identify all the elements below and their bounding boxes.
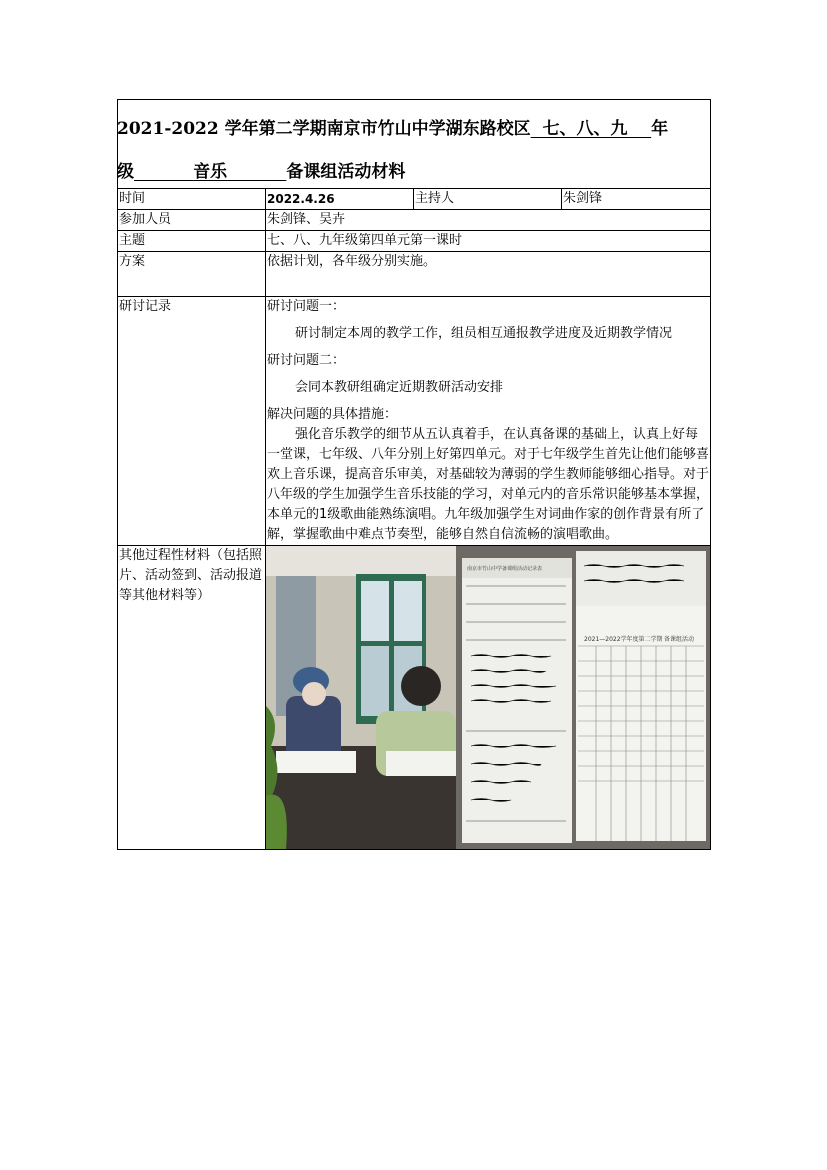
title-prefix: 2021-2022 学年第二学期南京市竹山中学湖东路校区	[117, 119, 531, 139]
time-row	[118, 189, 711, 210]
photo-cell	[266, 546, 711, 850]
other-label: 其他过程性材料（包括照片、活动签到、活动报道等其他材料等）	[118, 546, 266, 850]
q2-title: 研讨问题二：	[267, 353, 346, 368]
participants-label: 参加人员	[118, 210, 266, 231]
time-value: 2022.4.26	[266, 189, 414, 210]
topic-row	[118, 231, 711, 252]
activity-table	[117, 99, 711, 850]
title-row	[118, 100, 711, 189]
plan-value: 依据计划，各年级分别实施。	[266, 252, 711, 297]
activity-form	[117, 99, 710, 850]
host-label: 主持人	[414, 189, 562, 210]
measures-title: 解决问题的具体措施：	[267, 407, 398, 422]
record-content	[266, 297, 711, 546]
record-label: 研讨记录	[118, 297, 266, 546]
activity-photos	[266, 546, 710, 849]
other-row	[118, 546, 711, 850]
title-cell	[118, 100, 711, 189]
title-grade-char: 级	[117, 162, 134, 182]
plan-label: 方案	[118, 252, 266, 297]
topic-label: 主题	[118, 231, 266, 252]
participants-row	[118, 210, 711, 231]
q1-title: 研讨问题一：	[267, 299, 346, 314]
sheet-title-text: 2021—2022学年度第二学期	[584, 636, 663, 643]
meeting-photo	[266, 546, 456, 849]
time-label: 时间	[118, 189, 266, 210]
plan-row	[118, 252, 711, 297]
q1-text: 研讨制定本周的教学工作，组员相互通报教学进度及近期教学情况	[295, 326, 673, 341]
sheet-title-text-2: 备课组活动	[664, 636, 695, 643]
host-value: 朱剑锋	[562, 189, 711, 210]
record-row	[118, 297, 711, 546]
record-sheet-title-text: 南京市竹山中学备课组活动记录表	[467, 566, 543, 572]
participants-value: 朱剑锋、吴卉	[266, 210, 711, 231]
title-grades: 七、八、九	[542, 119, 628, 139]
topic-value: 七、八、九年级第四单元第一课时	[266, 231, 711, 252]
sign-in-sheet-photo	[456, 546, 710, 849]
measures-text: 强化音乐教学的细节从五认真着手，在认真备课的基础上，认真上好每一堂课，七年级、八年分别上好第四单元。对于七年级学生首先让他们能够喜欢上音乐课，提高音乐审美，对基础较为薄弱的学生教师能够细心指导。对于八年级的学生加强学生音乐技能的学习，对单元内的音乐常识能够基本掌握，本单元的1级歌曲能熟练演唱。九年级加强学生对词曲作家的创作背景有所了解，掌握歌曲中难点节奏型，能够自然自信流畅的演唱歌曲。	[267, 427, 710, 542]
title-year-suffix: 年	[651, 119, 669, 139]
title-subject: 音乐	[193, 162, 228, 182]
q2-text: 会同本教研组确定近期教研活动安排	[295, 380, 504, 395]
title-suffix: 备课组活动材料	[286, 162, 406, 182]
